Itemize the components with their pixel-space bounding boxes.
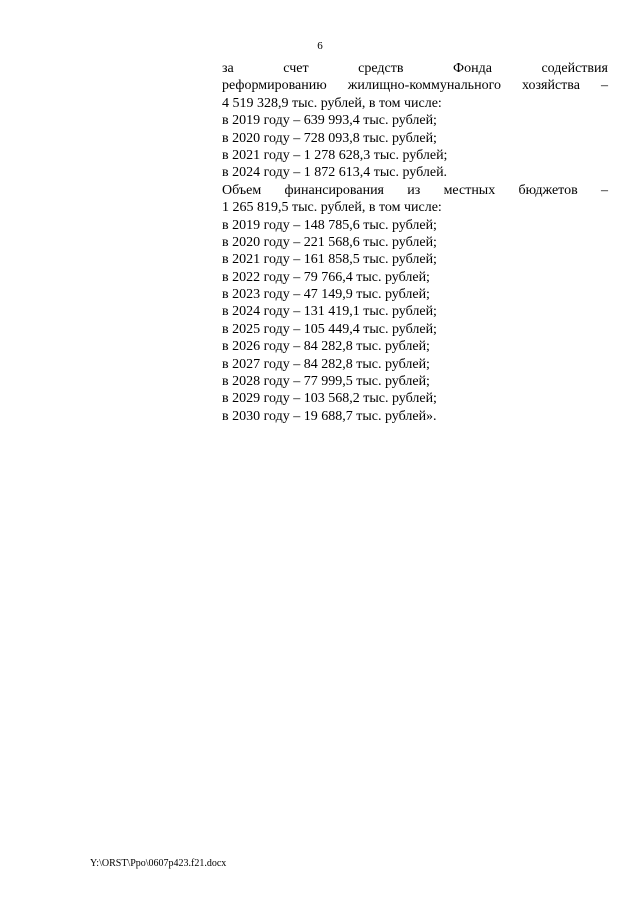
file-path-footer: Y:\ORST\Ppo\0607p423.f21.docx bbox=[90, 858, 227, 869]
para1-year-line: в 2020 году – 728 093,8 тыс. рублей; bbox=[222, 130, 437, 146]
word: Фонда bbox=[453, 61, 492, 76]
para2-year-line: в 2019 году – 148 785,6 тыс. рублей; bbox=[222, 217, 437, 233]
para2-year-line: в 2027 году – 84 282,8 тыс. рублей; bbox=[222, 356, 430, 372]
word: за bbox=[222, 61, 234, 76]
para2-year-line: в 2025 году – 105 449,4 тыс. рублей; bbox=[222, 321, 437, 337]
para1-year-line: в 2024 году – 1 872 613,4 тыс. рублей. bbox=[222, 165, 448, 181]
word: реформированию bbox=[222, 78, 327, 94]
word: счет bbox=[283, 61, 309, 76]
word: финансирования bbox=[284, 182, 384, 198]
para1-total-line: 4 519 328,9 тыс. рублей, в том числе: bbox=[222, 95, 442, 111]
para2-year-line: в 2024 году – 131 419,1 тыс. рублей; bbox=[222, 304, 437, 320]
word: жилищно-коммунального bbox=[347, 78, 501, 94]
para2-year-line: в 2028 году – 77 999,5 тыс. рублей; bbox=[222, 374, 430, 390]
word: содействия bbox=[541, 61, 608, 76]
para2-year-line: в 2021 году – 161 858,5 тыс. рублей; bbox=[222, 252, 437, 268]
para2-year-line: в 2023 году – 47 149,9 тыс. рублей; bbox=[222, 287, 430, 303]
para2-year-line: в 2030 году – 19 688,7 тыс. рублей». bbox=[222, 408, 437, 424]
para2-year-line: в 2029 году – 103 568,2 тыс. рублей; bbox=[222, 391, 437, 407]
word: местных bbox=[443, 182, 496, 198]
para1-line2 bbox=[222, 77, 608, 94]
para2-total-line: 1 265 819,5 тыс. рублей, в том числе: bbox=[222, 200, 442, 216]
document-body bbox=[222, 60, 608, 425]
page-number: 6 bbox=[317, 40, 323, 52]
para2-line1 bbox=[222, 182, 608, 199]
para1-year-line: в 2021 году – 1 278 628,3 тыс. рублей; bbox=[222, 147, 448, 163]
word: из bbox=[407, 182, 421, 198]
para2-year-line: в 2020 году – 221 568,6 тыс. рублей; bbox=[222, 234, 437, 250]
word: – bbox=[601, 78, 608, 94]
word: Объем bbox=[222, 182, 262, 198]
para2-year-line: в 2022 году – 79 766,4 тыс. рублей; bbox=[222, 269, 430, 285]
para2-year-line: в 2026 году – 84 282,8 тыс. рублей; bbox=[222, 339, 430, 355]
word: хозяйства bbox=[522, 78, 580, 94]
para1-line1 bbox=[222, 60, 608, 77]
word: бюджетов bbox=[518, 182, 578, 198]
word: средств bbox=[358, 61, 404, 76]
word: – bbox=[601, 182, 608, 198]
para1-year-line: в 2019 году – 639 993,4 тыс. рублей; bbox=[222, 113, 437, 129]
